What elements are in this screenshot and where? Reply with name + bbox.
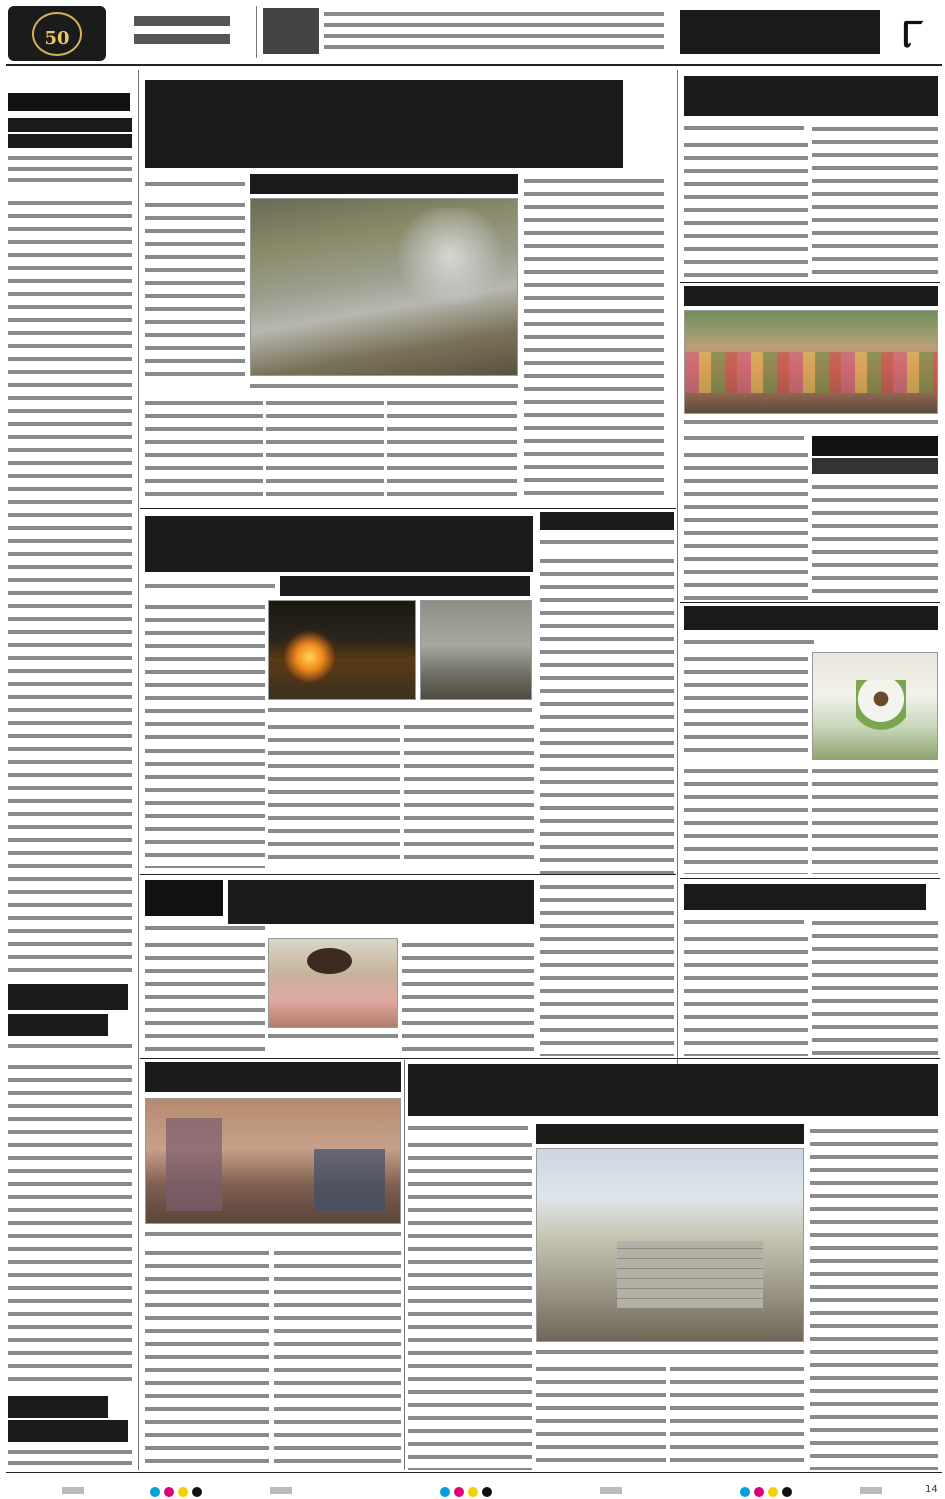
footpath-story-body-col-4 bbox=[810, 1124, 938, 1470]
disabled-student-headline bbox=[145, 1062, 401, 1092]
issue-date-block bbox=[112, 10, 252, 56]
column-divider-bottom bbox=[404, 1060, 405, 1470]
masthead-divider bbox=[256, 6, 257, 58]
bike-rally-headline bbox=[684, 606, 938, 630]
campaign-story-byline bbox=[684, 432, 804, 444]
bjp-office-body-col-1 bbox=[684, 932, 808, 1056]
page-number: ୮ bbox=[902, 10, 924, 57]
left-story-2-byline bbox=[8, 1040, 132, 1054]
section-heading-uttar-odisha bbox=[680, 10, 880, 54]
yoga-council-body bbox=[812, 480, 938, 600]
left-story-1-byline bbox=[8, 152, 132, 182]
lead-story-byline bbox=[145, 178, 245, 192]
footpath-story-body-col-3 bbox=[670, 1362, 804, 1470]
lead-photo-kicker bbox=[250, 174, 518, 194]
footer-rule bbox=[6, 1472, 942, 1473]
left-story-1-body bbox=[8, 196, 132, 976]
yellow-registration-dot bbox=[178, 1487, 188, 1497]
lead-story-body-col-3 bbox=[387, 396, 517, 500]
attack-story-headline bbox=[228, 880, 534, 924]
vehicle-fire-body-col-2 bbox=[268, 720, 400, 868]
accident-story-byline bbox=[540, 536, 674, 550]
yoga-council-label bbox=[812, 436, 938, 456]
bjp-office-byline bbox=[684, 916, 804, 928]
magenta-registration-dot bbox=[164, 1487, 174, 1497]
bjd-meeting-headline bbox=[684, 76, 938, 116]
issue-date-line-1 bbox=[134, 16, 230, 26]
vehicle-fire-photo-caption bbox=[268, 704, 532, 716]
lead-story-intro bbox=[145, 198, 245, 378]
footer-page-number: 14 bbox=[925, 1484, 938, 1495]
brief-news-label bbox=[8, 93, 130, 111]
masthead-promo-label bbox=[263, 8, 319, 54]
vehicle-fire-photo bbox=[268, 600, 416, 700]
vehicle-fire-intro bbox=[145, 600, 265, 740]
vehicle-fire-headline bbox=[145, 516, 533, 572]
campaign-story-headline bbox=[684, 286, 938, 306]
yellow-registration-dot bbox=[468, 1487, 478, 1497]
bike-rally-intro bbox=[684, 652, 808, 758]
campaign-story-body bbox=[684, 448, 808, 600]
bjd-meeting-body-col-2 bbox=[812, 122, 938, 280]
bike-rally-body-col-1 bbox=[684, 764, 808, 874]
left-story-1-headline bbox=[8, 118, 132, 132]
burnt-trucks-photo bbox=[420, 600, 532, 700]
black-registration-dot bbox=[482, 1487, 492, 1497]
accident-story-headline bbox=[540, 512, 674, 530]
injured-man-photo-caption bbox=[268, 1030, 398, 1042]
black-registration-dot bbox=[782, 1487, 792, 1497]
bike-rally-byline bbox=[684, 636, 814, 648]
candidate-portrait-photo bbox=[812, 652, 938, 760]
vehicle-fire-kicker bbox=[280, 576, 530, 596]
attack-story-body-col-1 bbox=[145, 938, 265, 1056]
print-registration-strip bbox=[0, 1474, 945, 1499]
attack-story-body-col-3 bbox=[540, 880, 674, 1056]
registration-bar-2 bbox=[270, 1487, 292, 1494]
footpath-photo-kicker bbox=[536, 1124, 804, 1144]
logo-anniversary-number: 50 bbox=[44, 28, 70, 49]
column-divider-3 bbox=[677, 70, 678, 1070]
lead-story-body-col-2 bbox=[266, 396, 384, 500]
left-story-3-body bbox=[8, 1446, 132, 1470]
masthead-news-ticker bbox=[324, 8, 664, 56]
bjd-meeting-byline bbox=[684, 122, 804, 134]
rule-right-3 bbox=[680, 878, 940, 879]
bjd-meeting-body-col-1 bbox=[684, 138, 808, 280]
construction-site-photo-caption bbox=[536, 1346, 804, 1358]
registration-bar-1 bbox=[62, 1487, 84, 1494]
magenta-registration-dot bbox=[454, 1487, 464, 1497]
bjp-office-body-col-2 bbox=[812, 916, 938, 1056]
cyan-registration-dot bbox=[740, 1487, 750, 1497]
bjp-office-headline bbox=[684, 884, 926, 910]
forest-fire-photo bbox=[250, 198, 518, 376]
masthead-rule bbox=[6, 64, 942, 66]
attack-story-byline bbox=[145, 922, 265, 934]
left-story-3-headline-line-2 bbox=[8, 1420, 128, 1442]
lead-story-headline bbox=[145, 80, 623, 168]
footpath-story-body-col-1 bbox=[408, 1138, 532, 1470]
rule-above-bottom-stories bbox=[140, 1058, 940, 1059]
vehicle-fire-byline bbox=[145, 580, 275, 594]
lead-story-body-col-1 bbox=[145, 396, 263, 500]
family-visit-photo-caption bbox=[145, 1228, 401, 1240]
registration-bar-3 bbox=[600, 1487, 622, 1494]
footpath-story-headline bbox=[408, 1064, 938, 1116]
newspaper-logo bbox=[8, 6, 106, 61]
campaign-rally-photo bbox=[684, 310, 938, 414]
disabled-student-body-col-2 bbox=[274, 1246, 401, 1470]
yoga-council-label-line-2 bbox=[812, 458, 938, 474]
family-visit-photo bbox=[145, 1098, 401, 1224]
issue-date-line-2 bbox=[134, 34, 230, 44]
bike-rally-body-col-2 bbox=[812, 764, 938, 874]
attack-story-body-col-2 bbox=[402, 938, 534, 1056]
left-story-2-headline bbox=[8, 984, 128, 1010]
left-story-2-headline-line-2 bbox=[8, 1014, 108, 1036]
rule-below-lead bbox=[140, 508, 676, 509]
registration-bar-4 bbox=[860, 1487, 882, 1494]
injured-man-photo bbox=[268, 938, 398, 1028]
lead-story-body-col-4 bbox=[524, 174, 664, 504]
yellow-registration-dot bbox=[768, 1487, 778, 1497]
vehicle-fire-body-col-1 bbox=[145, 744, 265, 868]
rule-below-vehicle-fire bbox=[140, 874, 676, 875]
construction-site-photo bbox=[536, 1148, 804, 1342]
attack-story-kicker bbox=[145, 880, 223, 916]
forest-fire-photo-caption bbox=[250, 380, 518, 392]
column-divider-1 bbox=[138, 70, 139, 1470]
left-story-3-headline bbox=[8, 1396, 108, 1418]
disabled-student-body-col-1 bbox=[145, 1246, 269, 1470]
black-registration-dot bbox=[192, 1487, 202, 1497]
magenta-registration-dot bbox=[754, 1487, 764, 1497]
left-story-1-headline-line-2 bbox=[8, 134, 132, 148]
left-story-2-body bbox=[8, 1060, 132, 1390]
cyan-registration-dot bbox=[440, 1487, 450, 1497]
vehicle-fire-body-col-3 bbox=[404, 720, 534, 868]
footpath-story-byline bbox=[408, 1122, 528, 1134]
rule-right-1 bbox=[680, 282, 940, 283]
rule-right-2 bbox=[680, 602, 940, 603]
accident-story-body bbox=[540, 554, 674, 874]
campaign-rally-photo-caption bbox=[684, 416, 938, 428]
footpath-story-body-col-2 bbox=[536, 1362, 666, 1470]
cyan-registration-dot bbox=[150, 1487, 160, 1497]
